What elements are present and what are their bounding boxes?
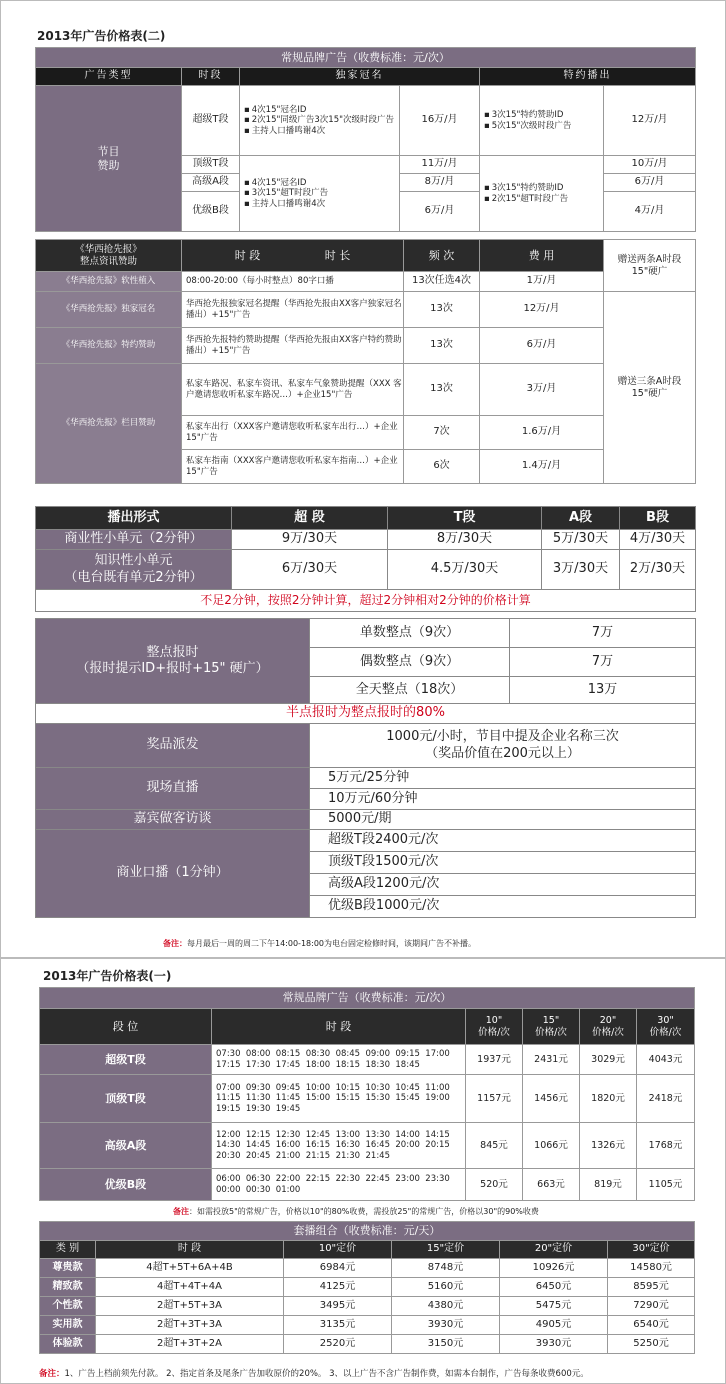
price: 3930元 — [392, 1316, 500, 1335]
unit1-t: 8万/30天 — [388, 530, 542, 550]
combo-kind: 精致款 — [40, 1278, 96, 1297]
seg-label: 超级T段 — [40, 1045, 212, 1075]
hx-row-desc: 私家车路况、私家车资讯、私家车气象赞助提醒（XXX 客户邀请您收听私家车路况…）+企业15"广告 — [182, 364, 404, 416]
col-type: 广告类型 — [36, 68, 182, 86]
combo-col: 类 别 — [40, 1241, 96, 1259]
price: 5250元 — [608, 1335, 695, 1354]
price: 14580元 — [608, 1259, 695, 1278]
price: 520元 — [466, 1169, 523, 1201]
hourly-key: 全天整点（18次） — [310, 677, 510, 704]
col-seg: 段 位 — [40, 1009, 212, 1045]
price: 4125元 — [284, 1278, 392, 1297]
price: 3150元 — [392, 1335, 500, 1354]
hx-row-name: 《华西抢先报》软性植入 — [36, 272, 182, 292]
unit2-a: 3万/30天 — [542, 550, 620, 590]
broadcast-form-table — [35, 506, 696, 612]
section-header: 常规品牌广告（收费标准：元/次） — [40, 988, 695, 1009]
price: 4905元 — [500, 1316, 608, 1335]
sheet2-title: 2013年广告价格表(二) — [37, 29, 166, 43]
hx-row-freq: 7次 — [404, 416, 480, 450]
col-10s: 10" 价格/次 — [466, 1009, 523, 1045]
gift-1: 赠送两条A时段 15"硬广 — [604, 240, 696, 292]
prize-label: 奖品派发 — [36, 724, 310, 768]
price: 8748元 — [392, 1259, 500, 1278]
hx-row-freq: 13次任选4次 — [404, 272, 480, 292]
price: 1066元 — [523, 1123, 580, 1169]
hourly-key: 单数整点（9次） — [310, 619, 510, 648]
combo-header: 套播组合（收费标准：元/天） — [40, 1222, 695, 1241]
hx-row-desc: 私家车指南（XXX客户邀请您收听私家车指南…）+企业15"广告 — [182, 450, 404, 484]
price: 4380元 — [392, 1297, 500, 1316]
oral-label: 商业口播（1分钟） — [36, 830, 310, 918]
price: 6万/月 — [604, 174, 696, 192]
seg-times: 07:00 09:30 09:45 10:00 10:15 10:30 10:45 11:00 11:15 11:30 11:45 15:00 15:15 15:30 15:45 19:00 19:15 19:30 19:45 — [212, 1075, 466, 1123]
price: 1157元 — [466, 1075, 523, 1123]
combo-time: 2超T+5T+3A — [96, 1297, 284, 1316]
price: 12万/月 — [604, 86, 696, 156]
special-package-2: ▪ 3次15"特约赞助ID ▪ 2次15"超T时段广告 — [480, 156, 604, 232]
period-top-t: 顶级T段 — [182, 156, 240, 174]
price: 8595元 — [608, 1278, 695, 1297]
hx-row-fee: 1万/月 — [480, 272, 604, 292]
hx-row-freq: 13次 — [404, 364, 480, 416]
seg-times: 06:00 06:30 22:00 22:15 22:30 22:45 23:00 23:30 00:00 00:30 01:00 — [212, 1169, 466, 1201]
huaxi-table — [35, 239, 696, 484]
hx-row-desc: 华西抢先报特约赞助提醒（华西抢先报由XX客户特约赞助播出）+15"广告 — [182, 328, 404, 364]
unit1-a: 5万/30天 — [542, 530, 620, 550]
hx-row-fee: 12万/月 — [480, 292, 604, 328]
live-value: 10万元/60分钟 — [310, 789, 696, 810]
price: 8万/月 — [400, 174, 480, 192]
combo-col: 10"定价 — [284, 1241, 392, 1259]
hx-row-desc: 08:00-20:00（每小时整点）80字口播 — [182, 272, 404, 292]
price: 1937元 — [466, 1045, 523, 1075]
hourly-label: 整点报时 （报时提示ID+报时+15" 硬广） — [36, 619, 310, 704]
combo-time: 4超T+5T+6A+4B — [96, 1259, 284, 1278]
combo-col: 时 段 — [96, 1241, 284, 1259]
unit1-super: 9万/30天 — [232, 530, 388, 550]
guest-value: 5000元/期 — [310, 810, 696, 830]
price: 10926元 — [500, 1259, 608, 1278]
hx-row-fee: 3万/月 — [480, 364, 604, 416]
combo-time: 2超T+3T+2A — [96, 1335, 284, 1354]
price: 1820元 — [580, 1075, 637, 1123]
price: 6984元 — [284, 1259, 392, 1278]
guest-label: 嘉宾做客访谈 — [36, 810, 310, 830]
period-high-a: 高级A段 — [182, 174, 240, 192]
oral-value: 顶级T段1500元/次 — [310, 852, 696, 874]
hourly-value: 7万 — [510, 619, 696, 648]
hx-row-name: 《华西抢先报》栏目赞助 — [36, 364, 182, 484]
price: 5475元 — [500, 1297, 608, 1316]
combo-table — [39, 1221, 695, 1354]
col-15s: 15" 价格/次 — [523, 1009, 580, 1045]
col-period: 时段 — [182, 68, 240, 86]
hx-row-desc: 私家车出行（XXX客户邀请您收听私家车出行…）+企业15"广告 — [182, 416, 404, 450]
combo-col: 30"定价 — [608, 1241, 695, 1259]
price: 16万/月 — [400, 86, 480, 156]
hx-row-name: 《华西抢先报》特约赞助 — [36, 328, 182, 364]
price: 11万/月 — [400, 156, 480, 174]
sheet1-footer: 备注：1、广告上档前须先付款。 2、指定首条及尾条广告加收原价的20%。 3、以上广告不含广告制作费，如需本台制作，广告每条收费600元。 — [39, 1369, 589, 1379]
note-min-duration: 不足2分钟，按照2分钟计算，超过2分钟相对2分钟的价格计算 — [36, 590, 696, 612]
combo-col: 15"定价 — [392, 1241, 500, 1259]
price: 6540元 — [608, 1316, 695, 1335]
price: 10万/月 — [604, 156, 696, 174]
sheet1-remark: 备注：如需投放5"的常规广告，价格以10"的80%收费，需投放25"的常规广告，价格以30"的90%收费 — [173, 1207, 539, 1216]
price: 6万/月 — [400, 192, 480, 232]
oral-value: 优级B段1000元/次 — [310, 896, 696, 918]
hourly-value: 13万 — [510, 677, 696, 704]
gift-2: 赠送三条A时段 15"硬广 — [604, 292, 696, 484]
seg-times: 12:00 12:15 12:30 12:45 13:00 13:30 14:00 14:15 14:30 14:45 16:00 16:15 16:30 16:45 20:00 20:15 20:30 20:45 21:00 21:15 21:30 21:45 — [212, 1123, 466, 1169]
price: 2431元 — [523, 1045, 580, 1075]
hx-row-fee: 6万/月 — [480, 328, 604, 364]
price: 1768元 — [637, 1123, 695, 1169]
hourly-value: 7万 — [510, 648, 696, 677]
unit2-label: 知识性小单元 （电台既有单元2分钟） — [36, 550, 232, 590]
hx-col-freq: 频 次 — [404, 240, 480, 272]
hx-col-fee: 费 用 — [480, 240, 604, 272]
price: 1326元 — [580, 1123, 637, 1169]
price: 4万/月 — [604, 192, 696, 232]
sheet1-title: 2013年广告价格表(一) — [43, 969, 172, 983]
price: 4043元 — [637, 1045, 695, 1075]
col-exclusive: 独家冠名 — [240, 68, 480, 86]
exclusive-package-1: ▪ 4次15"冠名ID ▪ 2次15"同级广告3次15"次级时段广告 ▪ 主持人口播鸣谢4次 — [240, 86, 400, 156]
col-super: 超 段 — [232, 507, 388, 530]
combo-col: 20"定价 — [500, 1241, 608, 1259]
price: 3495元 — [284, 1297, 392, 1316]
col-a: A段 — [542, 507, 620, 530]
hx-row-fee: 1.4万/月 — [480, 450, 604, 484]
price: 1456元 — [523, 1075, 580, 1123]
sheet2-remark: 备注：每月最后一周的周二下午14:00-18:00为电台固定检修时间，该期间广告不补播。 — [163, 939, 476, 948]
seg-label: 高级A段 — [40, 1123, 212, 1169]
hourly-key: 偶数整点（9次） — [310, 648, 510, 677]
seg-label: 优级B段 — [40, 1169, 212, 1201]
seg-times: 07:30 08:00 08:15 08:30 08:45 09:00 09:15 17:00 17:15 17:30 17:45 18:00 18:15 18:30 18:45 — [212, 1045, 466, 1075]
col-b: B段 — [620, 507, 696, 530]
col-t: T段 — [388, 507, 542, 530]
combo-kind: 个性款 — [40, 1297, 96, 1316]
live-label: 现场直播 — [36, 768, 310, 810]
price: 5160元 — [392, 1278, 500, 1297]
price: 2520元 — [284, 1335, 392, 1354]
hx-row-freq: 6次 — [404, 450, 480, 484]
price: 819元 — [580, 1169, 637, 1201]
col-form: 播出形式 — [36, 507, 232, 530]
sponsor-label: 节目 赞助 — [36, 86, 182, 232]
period-good-b: 优级B段 — [182, 192, 240, 232]
unit2-b: 2万/30天 — [620, 550, 696, 590]
combo-kind: 体验款 — [40, 1335, 96, 1354]
col-time: 时 段 — [212, 1009, 466, 1045]
unit1-b: 4万/30天 — [620, 530, 696, 550]
price: 1105元 — [637, 1169, 695, 1201]
hx-row-freq: 13次 — [404, 292, 480, 328]
combo-kind: 尊贵款 — [40, 1259, 96, 1278]
prize-value: 1000元/小时，节目中提及企业名称三次 （奖品价值在200元以上） — [310, 724, 696, 768]
section-header: 常规品牌广告（收费标准：元/次） — [36, 48, 696, 68]
price: 3930元 — [500, 1335, 608, 1354]
oral-value: 高级A段1200元/次 — [310, 874, 696, 896]
unit2-t: 4.5万/30天 — [388, 550, 542, 590]
hx-row-desc: 华西抢先报独家冠名提醒（华西抢先报由XX客户独家冠名播出）+15"广告 — [182, 292, 404, 328]
unit2-super: 6万/30天 — [232, 550, 388, 590]
hx-col-name: 《华西抢先报》 整点资讯赞助 — [36, 240, 182, 272]
hx-row-name: 《华西抢先报》独家冠名 — [36, 292, 182, 328]
misc-table — [35, 618, 696, 918]
seg-label: 顶级T段 — [40, 1075, 212, 1123]
price: 845元 — [466, 1123, 523, 1169]
unit1-label: 商业性小单元（2分钟） — [36, 530, 232, 550]
price: 663元 — [523, 1169, 580, 1201]
live-value: 5万元/25分钟 — [310, 768, 696, 789]
price: 3135元 — [284, 1316, 392, 1335]
price: 3029元 — [580, 1045, 637, 1075]
hx-col-desc: 时 段 时 长 — [182, 240, 404, 272]
combo-time: 2超T+3T+3A — [96, 1316, 284, 1335]
combo-kind: 实用款 — [40, 1316, 96, 1335]
exclusive-package-2: ▪ 4次15"冠名ID ▪ 3次15"超T时段广告 ▪ 主持人口播鸣谢4次 — [240, 156, 400, 232]
sponsor-table — [35, 47, 696, 232]
price: 7290元 — [608, 1297, 695, 1316]
col-special: 特约播出 — [480, 68, 696, 86]
note-half-hour: 半点报时为整点报时的80% — [36, 704, 696, 724]
price: 2418元 — [637, 1075, 695, 1123]
combo-time: 4超T+4T+4A — [96, 1278, 284, 1297]
price-sheet-1 — [0, 958, 726, 1384]
hx-row-fee: 1.6万/月 — [480, 416, 604, 450]
oral-value: 超级T段2400元/次 — [310, 830, 696, 852]
period-super-t: 超级T段 — [182, 86, 240, 156]
price: 6450元 — [500, 1278, 608, 1297]
hx-row-freq: 13次 — [404, 328, 480, 364]
special-package-1: ▪ 3次15"特约赞助ID ▪ 5次15"次级时段广告 — [480, 86, 604, 156]
col-20s: 20" 价格/次 — [580, 1009, 637, 1045]
regular-price-table — [39, 987, 695, 1201]
col-30s: 30" 价格/次 — [637, 1009, 695, 1045]
